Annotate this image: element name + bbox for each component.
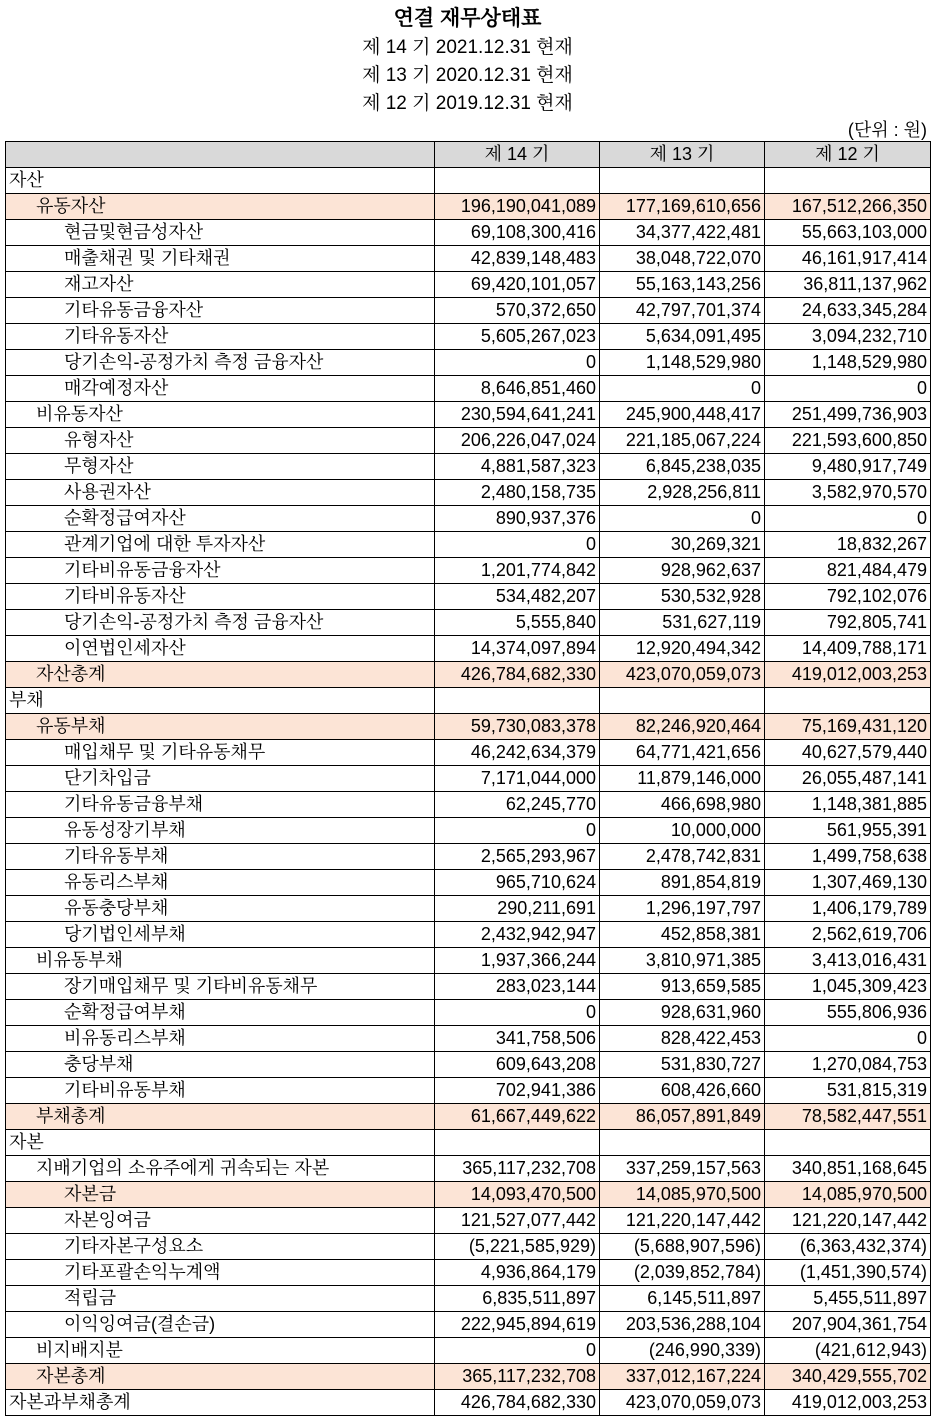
account-label: 재고자산 <box>6 272 435 298</box>
amount-cell: 221,185,067,224 <box>600 428 765 454</box>
amount-cell: 702,941,386 <box>435 1078 600 1104</box>
amount-cell: 337,012,167,224 <box>600 1364 765 1390</box>
amount-cell: 121,220,147,442 <box>600 1208 765 1234</box>
account-label: 비유동리스부채 <box>6 1026 435 1052</box>
amount-cell: 55,663,103,000 <box>765 220 931 246</box>
amount-cell: 609,643,208 <box>435 1052 600 1078</box>
account-label: 적립금 <box>6 1286 435 1312</box>
header-row <box>6 142 931 168</box>
header-period-13: 제 13 기 <box>600 142 765 168</box>
table-row <box>6 402 931 428</box>
account-label: 비유동자산 <box>6 402 435 428</box>
amount-cell: 555,806,936 <box>765 1000 931 1026</box>
amount-cell: 531,627,119 <box>600 610 765 636</box>
table-body <box>6 168 931 1416</box>
amount-cell: 0 <box>435 1338 600 1364</box>
account-label: 유동자산 <box>6 194 435 220</box>
table-row <box>6 688 931 714</box>
table-row <box>6 662 931 688</box>
amount-cell: 12,920,494,342 <box>600 636 765 662</box>
account-label: 관계기업에 대한 투자자산 <box>6 532 435 558</box>
table-row <box>6 896 931 922</box>
amount-cell: 530,532,928 <box>600 584 765 610</box>
table-row <box>6 1104 931 1130</box>
header-account <box>6 142 435 168</box>
amount-cell: 5,634,091,495 <box>600 324 765 350</box>
amount-cell: 64,771,421,656 <box>600 740 765 766</box>
amount-cell: 9,480,917,749 <box>765 454 931 480</box>
amount-cell: 570,372,650 <box>435 298 600 324</box>
account-label: 자산총계 <box>6 662 435 688</box>
table-row <box>6 376 931 402</box>
account-label: 부채총계 <box>6 1104 435 1130</box>
table-row <box>6 194 931 220</box>
account-label: 자본금 <box>6 1182 435 1208</box>
header-period-14: 제 14 기 <box>435 142 600 168</box>
amount-cell: 4,881,587,323 <box>435 454 600 480</box>
account-label: 자본과부채총계 <box>6 1390 435 1416</box>
account-label: 비유동부채 <box>6 948 435 974</box>
amount-cell: 423,070,059,073 <box>600 662 765 688</box>
amount-cell: 26,055,487,141 <box>765 766 931 792</box>
table-row <box>6 1026 931 1052</box>
amount-cell: 928,631,960 <box>600 1000 765 1026</box>
table-row <box>6 506 931 532</box>
amount-cell: 42,839,148,483 <box>435 246 600 272</box>
table-row <box>6 324 931 350</box>
table-row <box>6 1130 931 1156</box>
amount-cell: 340,429,555,702 <box>765 1364 931 1390</box>
table-row <box>6 1338 931 1364</box>
amount-cell: 0 <box>600 376 765 402</box>
amount-cell: 1,148,381,885 <box>765 792 931 818</box>
amount-cell: 452,858,381 <box>600 922 765 948</box>
amount-cell: 965,710,624 <box>435 870 600 896</box>
amount-cell: 14,085,970,500 <box>600 1182 765 1208</box>
amount-cell: 340,851,168,645 <box>765 1156 931 1182</box>
amount-cell: 341,758,506 <box>435 1026 600 1052</box>
account-label: 유형자산 <box>6 428 435 454</box>
table-row <box>6 272 931 298</box>
table-row <box>6 870 931 896</box>
account-label: 자본총계 <box>6 1364 435 1390</box>
table-row <box>6 1390 931 1416</box>
balance-sheet-table <box>5 141 931 1416</box>
table-row <box>6 1052 931 1078</box>
amount-cell: 290,211,691 <box>435 896 600 922</box>
account-label: 기타비유동부채 <box>6 1078 435 1104</box>
table-row <box>6 610 931 636</box>
amount-cell: 121,220,147,442 <box>765 1208 931 1234</box>
amount-cell: 792,102,076 <box>765 584 931 610</box>
table-row <box>6 740 931 766</box>
amount-cell: 5,555,840 <box>435 610 600 636</box>
table-row <box>6 714 931 740</box>
account-label: 이익잉여금(결손금) <box>6 1312 435 1338</box>
amount-cell <box>600 168 765 194</box>
table-row <box>6 1260 931 1286</box>
amount-cell: 40,627,579,440 <box>765 740 931 766</box>
account-label: 기타포괄손익누계액 <box>6 1260 435 1286</box>
amount-cell: 1,937,366,244 <box>435 948 600 974</box>
table-row <box>6 1156 931 1182</box>
amount-cell: 203,536,288,104 <box>600 1312 765 1338</box>
account-label: 매각예정자산 <box>6 376 435 402</box>
amount-cell: 59,730,083,378 <box>435 714 600 740</box>
amount-cell: (246,990,339) <box>600 1338 765 1364</box>
amount-cell: 283,023,144 <box>435 974 600 1000</box>
account-label: 매입채무 및 기타유동채무 <box>6 740 435 766</box>
amount-cell <box>765 688 931 714</box>
amount-cell: (6,363,432,374) <box>765 1234 931 1260</box>
unit-label: (단위 : 원) <box>847 120 927 140</box>
amount-cell: 561,955,391 <box>765 818 931 844</box>
table-row <box>6 1000 931 1026</box>
account-label: 단기차입금 <box>6 766 435 792</box>
period-14: 제 14 기 2021.12.31 현재 <box>362 37 573 58</box>
amount-cell: (1,451,390,574) <box>765 1260 931 1286</box>
amount-cell: (421,612,943) <box>765 1338 931 1364</box>
account-label: 순확정급여부채 <box>6 1000 435 1026</box>
amount-cell: 0 <box>435 1000 600 1026</box>
table-row <box>6 454 931 480</box>
amount-cell: 531,815,319 <box>765 1078 931 1104</box>
table-row <box>6 584 931 610</box>
amount-cell: 221,593,600,850 <box>765 428 931 454</box>
table-row <box>6 558 931 584</box>
amount-cell <box>435 688 600 714</box>
amount-cell: 1,201,774,842 <box>435 558 600 584</box>
amount-cell: 36,811,137,962 <box>765 272 931 298</box>
amount-cell: 206,226,047,024 <box>435 428 600 454</box>
amount-cell: 1,148,529,980 <box>600 350 765 376</box>
account-label: 매출채권 및 기타채권 <box>6 246 435 272</box>
account-label: 부채 <box>6 688 435 714</box>
account-label: 이연법인세자산 <box>6 636 435 662</box>
account-label: 사용권자산 <box>6 480 435 506</box>
amount-cell: 14,085,970,500 <box>765 1182 931 1208</box>
amount-cell: 891,854,819 <box>600 870 765 896</box>
amount-cell: 0 <box>765 1026 931 1052</box>
period-12: 제 12 기 2019.12.31 현재 <box>362 93 573 114</box>
account-label: 기타유동금융자산 <box>6 298 435 324</box>
amount-cell: 1,406,179,789 <box>765 896 931 922</box>
amount-cell: 928,962,637 <box>600 558 765 584</box>
table-row <box>6 1286 931 1312</box>
amount-cell: 121,527,077,442 <box>435 1208 600 1234</box>
amount-cell: 2,562,619,706 <box>765 922 931 948</box>
amount-cell: 8,646,851,460 <box>435 376 600 402</box>
account-label: 유동부채 <box>6 714 435 740</box>
account-label: 무형자산 <box>6 454 435 480</box>
amount-cell: 62,245,770 <box>435 792 600 818</box>
amount-cell: 792,805,741 <box>765 610 931 636</box>
table-row <box>6 1234 931 1260</box>
table-row <box>6 480 931 506</box>
amount-cell: 78,582,447,551 <box>765 1104 931 1130</box>
account-label: 기타비유동자산 <box>6 584 435 610</box>
amount-cell: 82,246,920,464 <box>600 714 765 740</box>
amount-cell: 1,499,758,638 <box>765 844 931 870</box>
account-label: 자본잉여금 <box>6 1208 435 1234</box>
amount-cell: 69,420,101,057 <box>435 272 600 298</box>
amount-cell: 55,163,143,256 <box>600 272 765 298</box>
amount-cell: 14,374,097,894 <box>435 636 600 662</box>
amount-cell: (2,039,852,784) <box>600 1260 765 1286</box>
amount-cell: 821,484,479 <box>765 558 931 584</box>
account-label: 기타유동금융부채 <box>6 792 435 818</box>
table-row <box>6 792 931 818</box>
amount-cell: 2,480,158,735 <box>435 480 600 506</box>
account-label: 기타자본구성요소 <box>6 1234 435 1260</box>
amount-cell: 24,633,345,284 <box>765 298 931 324</box>
table-row <box>6 532 931 558</box>
amount-cell: 196,190,041,089 <box>435 194 600 220</box>
amount-cell: 14,409,788,171 <box>765 636 931 662</box>
table-row <box>6 974 931 1000</box>
amount-cell: 5,605,267,023 <box>435 324 600 350</box>
amount-cell <box>435 1130 600 1156</box>
amount-cell: 365,117,232,708 <box>435 1364 600 1390</box>
account-label: 자산 <box>6 168 435 194</box>
account-label: 비지배지분 <box>6 1338 435 1364</box>
amount-cell: 177,169,610,656 <box>600 194 765 220</box>
account-label: 기타유동자산 <box>6 324 435 350</box>
amount-cell: 3,810,971,385 <box>600 948 765 974</box>
amount-cell: 0 <box>765 376 931 402</box>
account-label: 순확정급여자산 <box>6 506 435 532</box>
amount-cell: 0 <box>765 506 931 532</box>
table-row <box>6 1182 931 1208</box>
document-title: 연결 재무상태표 <box>393 7 542 30</box>
amount-cell: 426,784,682,330 <box>435 662 600 688</box>
amount-cell <box>765 168 931 194</box>
amount-cell: 10,000,000 <box>600 818 765 844</box>
amount-cell: 534,482,207 <box>435 584 600 610</box>
account-label: 유동충당부채 <box>6 896 435 922</box>
account-label: 지배기업의 소유주에게 귀속되는 자본 <box>6 1156 435 1182</box>
amount-cell: 0 <box>435 818 600 844</box>
amount-cell: 167,512,266,350 <box>765 194 931 220</box>
amount-cell: 0 <box>600 506 765 532</box>
table-row <box>6 428 931 454</box>
amount-cell: 34,377,422,481 <box>600 220 765 246</box>
amount-cell: 230,594,641,241 <box>435 402 600 428</box>
account-label: 유동리스부채 <box>6 870 435 896</box>
period-13: 제 13 기 2020.12.31 현재 <box>362 65 573 86</box>
amount-cell: 531,830,727 <box>600 1052 765 1078</box>
account-label: 당기손익-공정가치 측정 금융자산 <box>6 610 435 636</box>
amount-cell: 38,048,722,070 <box>600 246 765 272</box>
amount-cell: 1,148,529,980 <box>765 350 931 376</box>
table-row <box>6 818 931 844</box>
amount-cell: (5,221,585,929) <box>435 1234 600 1260</box>
table-row <box>6 922 931 948</box>
amount-cell: 4,936,864,179 <box>435 1260 600 1286</box>
amount-cell: 7,171,044,000 <box>435 766 600 792</box>
table-row <box>6 766 931 792</box>
amount-cell: 337,259,157,563 <box>600 1156 765 1182</box>
amount-cell: 30,269,321 <box>600 532 765 558</box>
amount-cell: 86,057,891,849 <box>600 1104 765 1130</box>
table-row <box>6 1364 931 1390</box>
amount-cell: 6,835,511,897 <box>435 1286 600 1312</box>
amount-cell: 245,900,448,417 <box>600 402 765 428</box>
amount-cell: (5,688,907,596) <box>600 1234 765 1260</box>
account-label: 당기법인세부채 <box>6 922 435 948</box>
amount-cell: 18,832,267 <box>765 532 931 558</box>
amount-cell: 61,667,449,622 <box>435 1104 600 1130</box>
amount-cell: 0 <box>435 532 600 558</box>
amount-cell: 11,879,146,000 <box>600 766 765 792</box>
amount-cell: 2,432,942,947 <box>435 922 600 948</box>
table-row <box>6 246 931 272</box>
table-row <box>6 1078 931 1104</box>
amount-cell: 3,094,232,710 <box>765 324 931 350</box>
account-label: 당기손익-공정가치 측정 금융자산 <box>6 350 435 376</box>
amount-cell: 3,582,970,570 <box>765 480 931 506</box>
amount-cell: 14,093,470,500 <box>435 1182 600 1208</box>
amount-cell: 207,904,361,754 <box>765 1312 931 1338</box>
amount-cell: 419,012,003,253 <box>765 662 931 688</box>
amount-cell: 251,499,736,903 <box>765 402 931 428</box>
amount-cell: 42,797,701,374 <box>600 298 765 324</box>
amount-cell: 2,478,742,831 <box>600 844 765 870</box>
amount-cell: 46,161,917,414 <box>765 246 931 272</box>
header-period-12: 제 12 기 <box>765 142 931 168</box>
account-label: 기타비유동금융자산 <box>6 558 435 584</box>
account-label: 기타유동부채 <box>6 844 435 870</box>
table-row <box>6 220 931 246</box>
table-row <box>6 298 931 324</box>
amount-cell: 1,307,469,130 <box>765 870 931 896</box>
account-label: 장기매입채무 및 기타비유동채무 <box>6 974 435 1000</box>
amount-cell: 3,413,016,431 <box>765 948 931 974</box>
amount-cell: 75,169,431,120 <box>765 714 931 740</box>
table-row <box>6 1312 931 1338</box>
amount-cell: 365,117,232,708 <box>435 1156 600 1182</box>
amount-cell: 222,945,894,619 <box>435 1312 600 1338</box>
table-row <box>6 168 931 194</box>
amount-cell: 6,145,511,897 <box>600 1286 765 1312</box>
amount-cell: 890,937,376 <box>435 506 600 532</box>
amount-cell: 1,045,309,423 <box>765 974 931 1000</box>
amount-cell: 426,784,682,330 <box>435 1390 600 1416</box>
amount-cell: 913,659,585 <box>600 974 765 1000</box>
table-row <box>6 350 931 376</box>
amount-cell: 423,070,059,073 <box>600 1390 765 1416</box>
amount-cell: 5,455,511,897 <box>765 1286 931 1312</box>
table-row <box>6 636 931 662</box>
amount-cell <box>600 688 765 714</box>
amount-cell: 46,242,634,379 <box>435 740 600 766</box>
account-label: 자본 <box>6 1130 435 1156</box>
account-label: 충당부채 <box>6 1052 435 1078</box>
amount-cell: 419,012,003,253 <box>765 1390 931 1416</box>
amount-cell: 0 <box>435 350 600 376</box>
account-label: 유동성장기부채 <box>6 818 435 844</box>
amount-cell: 466,698,980 <box>600 792 765 818</box>
amount-cell: 2,928,256,811 <box>600 480 765 506</box>
amount-cell <box>765 1130 931 1156</box>
amount-cell: 69,108,300,416 <box>435 220 600 246</box>
amount-cell: 1,270,084,753 <box>765 1052 931 1078</box>
amount-cell: 828,422,453 <box>600 1026 765 1052</box>
table-row <box>6 1208 931 1234</box>
amount-cell: 2,565,293,967 <box>435 844 600 870</box>
amount-cell <box>435 168 600 194</box>
amount-cell: 608,426,660 <box>600 1078 765 1104</box>
amount-cell <box>600 1130 765 1156</box>
table-row <box>6 844 931 870</box>
amount-cell: 6,845,238,035 <box>600 454 765 480</box>
account-label: 현금및현금성자산 <box>6 220 435 246</box>
amount-cell: 1,296,197,797 <box>600 896 765 922</box>
table-row <box>6 948 931 974</box>
